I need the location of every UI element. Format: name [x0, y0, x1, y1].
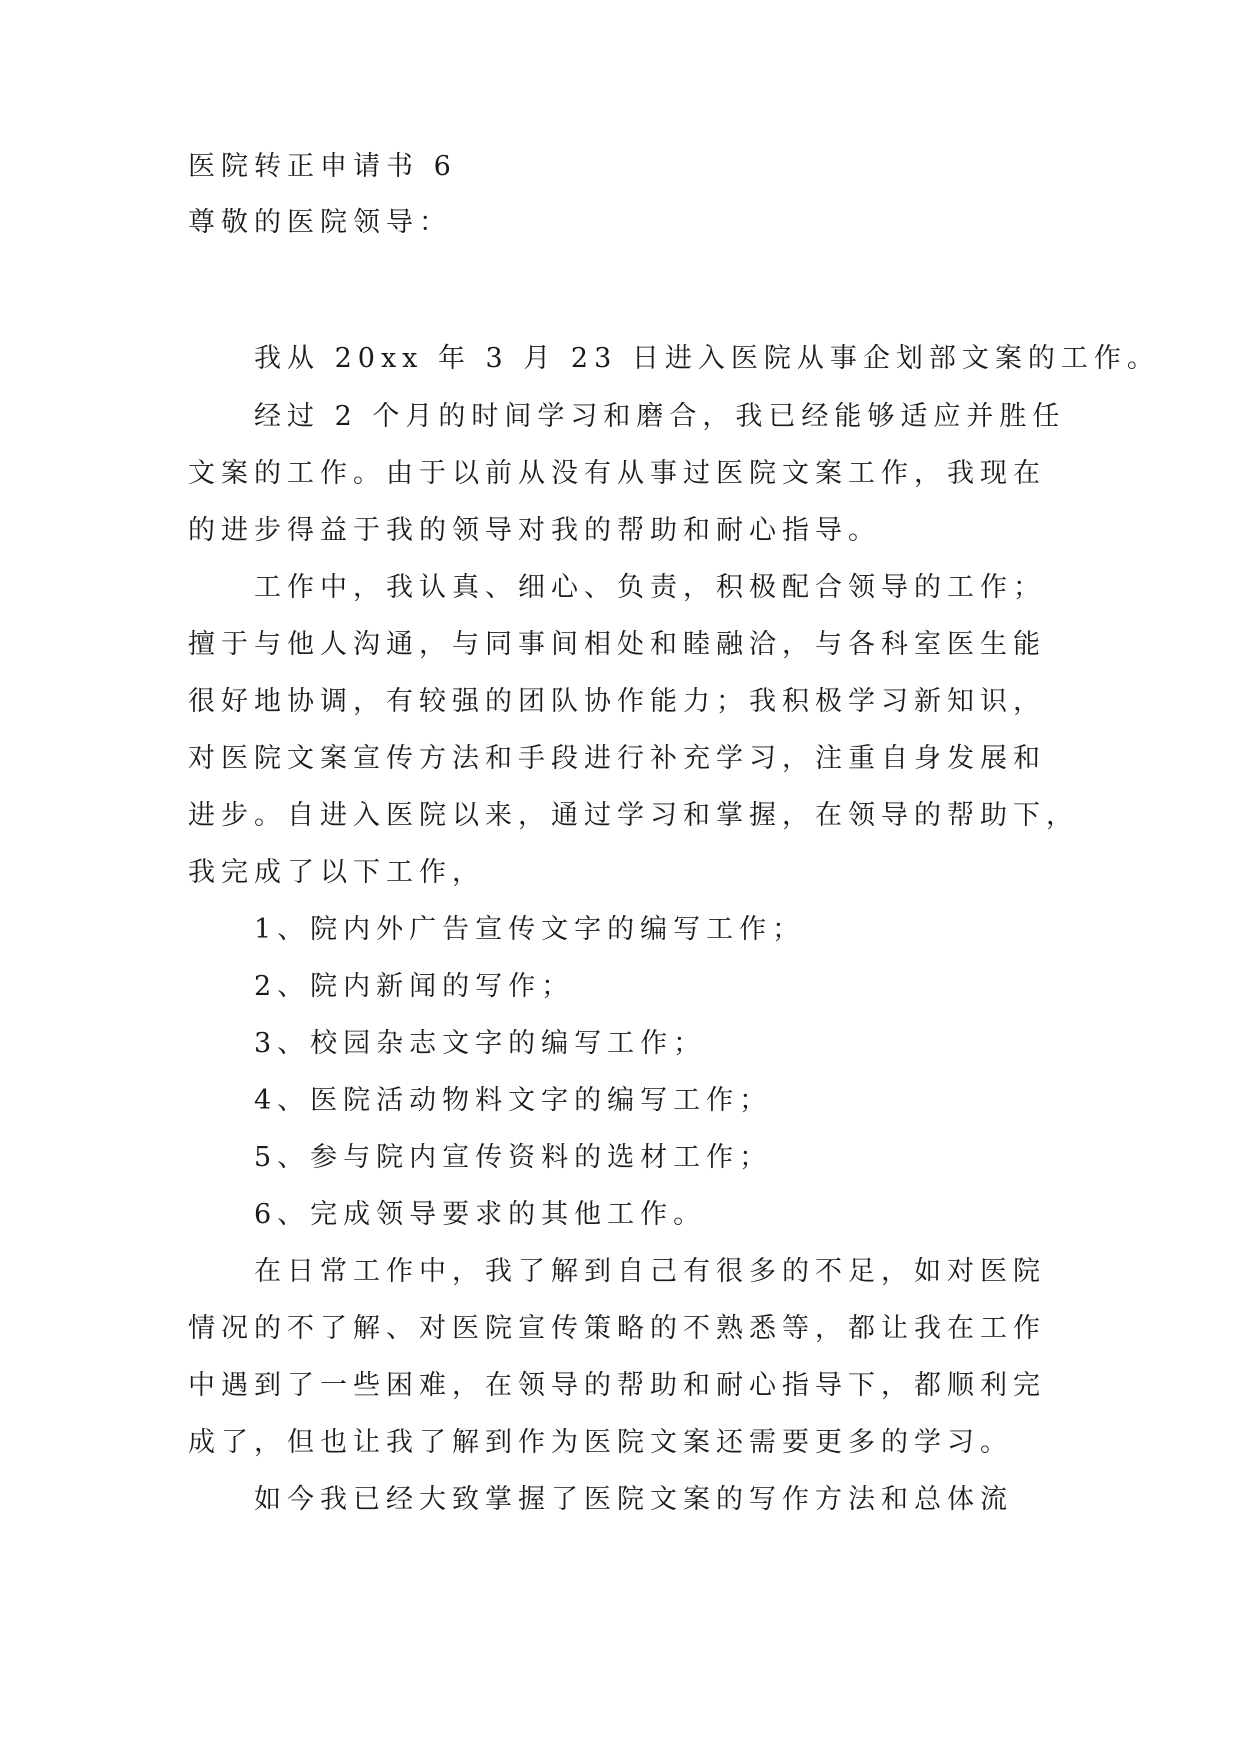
list-item: 4、医院活动物料文字的编写工作； [254, 1085, 773, 1116]
body-line: 我完成了以下工作， [188, 857, 485, 888]
body-line: 擅于与他人沟通，与同事间相处和睦融洽，与各科室医生能 [188, 629, 1046, 660]
list-item: 2、院内新闻的写作； [254, 971, 575, 1002]
list-item: 5、参与院内宣传资料的选材工作； [254, 1142, 773, 1173]
list-item: 6、完成领导要求的其他工作。 [254, 1199, 707, 1230]
document-title: 医院转正申请书 6 [188, 151, 457, 182]
salutation: 尊敬的医院领导： [188, 207, 452, 238]
body-line: 进步。自进入医院以来，通过学习和掌握，在领导的帮助下， [188, 800, 1079, 831]
body-line: 情况的不了解、对医院宣传策略的不熟悉等，都让我在工作 [188, 1313, 1046, 1344]
body-line: 我从 20xx 年 3 月 23 日进入医院从事企划部文案的工作。 [254, 343, 1160, 374]
body-line: 经过 2 个月的时间学习和磨合，我已经能够适应并胜任 [254, 401, 1066, 432]
body-line: 中遇到了一些困难，在领导的帮助和耐心指导下，都顺利完 [188, 1370, 1046, 1401]
body-line: 成了，但也让我了解到作为医院文案还需要更多的学习。 [188, 1427, 1013, 1458]
list-item: 1、院内外广告宣传文字的编写工作； [254, 914, 806, 945]
body-line: 对医院文案宣传方法和手段进行补充学习，注重自身发展和 [188, 743, 1046, 774]
body-line: 在日常工作中，我了解到自己有很多的不足，如对医院 [254, 1256, 1046, 1287]
body-line: 的进步得益于我的领导对我的帮助和耐心指导。 [188, 515, 881, 546]
list-item: 3、校园杂志文字的编写工作； [254, 1028, 707, 1059]
body-line: 文案的工作。由于以前从没有从事过医院文案工作，我现在 [188, 458, 1046, 489]
body-line: 如今我已经大致掌握了医院文案的写作方法和总体流 [254, 1484, 1013, 1515]
body-line: 很好地协调，有较强的团队协作能力；我积极学习新知识， [188, 686, 1046, 717]
body-line: 工作中，我认真、细心、负责，积极配合领导的工作； [254, 572, 1046, 603]
